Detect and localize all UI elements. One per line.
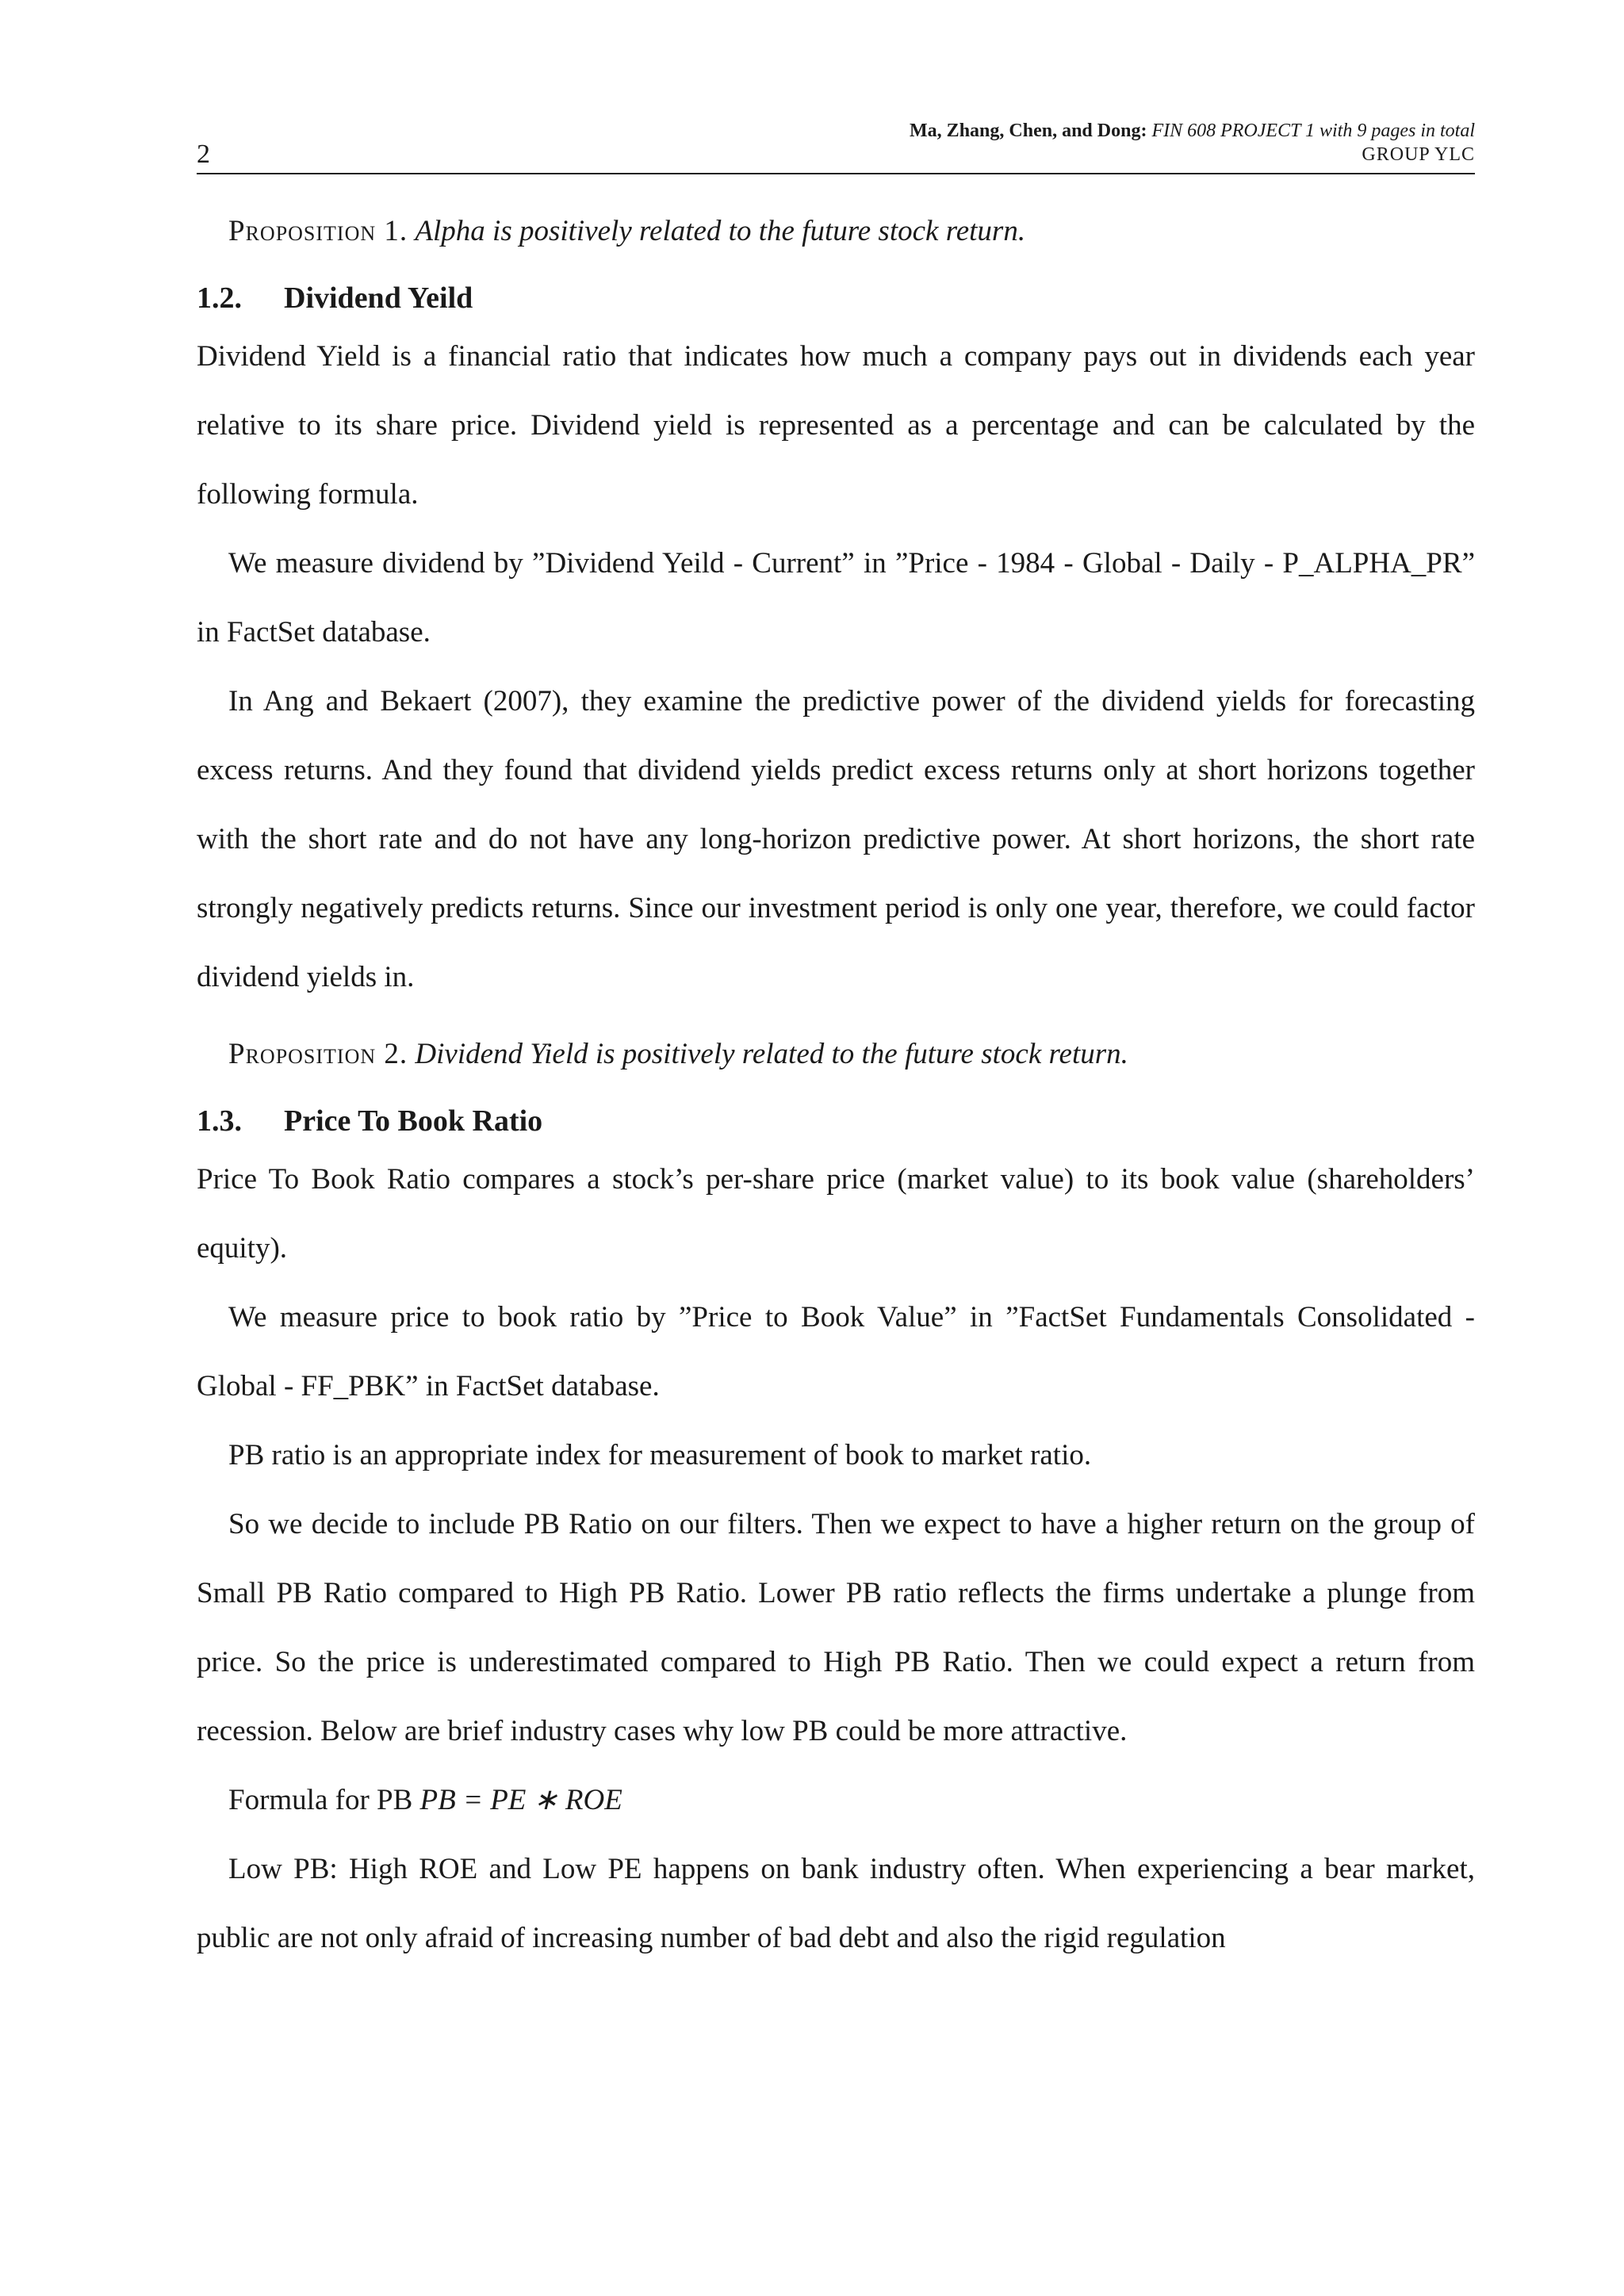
body-text: [197, 208, 1475, 1973]
header-title: FIN 608 PROJECT 1 with 9 pages in total: [1151, 121, 1475, 141]
paragraph-pb-index: PB ratio is an appropriate index for measurement of book to market ratio.: [228, 1439, 1092, 1471]
header-line-1: [910, 119, 1475, 143]
page-number: 2: [197, 140, 210, 169]
proposition-1: [197, 208, 1475, 255]
proposition-2: [197, 1031, 1475, 1078]
paragraph-pb-filters: So we decide to include PB Ratio on our filters. Then we expect to have a higher return on the group of Small PB Ratio compared to High PB Ratio. Lower PB ratio reflects the firms undertake a plunge from price. So the price is underestimated compared to High PB Ratio. Then we could expect a return from recession. Below are brief industry cases why low PB could be more attractive.: [197, 1508, 1475, 1747]
section-title-1-2: Dividend Yeild: [284, 281, 473, 315]
header-authors: Ma, Zhang, Chen, and Dong:: [910, 121, 1147, 141]
header-group: GROUP YLC: [1362, 144, 1475, 165]
running-header: [197, 119, 1475, 174]
paragraph-pb-formula: [197, 1766, 1475, 1835]
proposition-1-label: Proposition 1.: [228, 215, 408, 247]
proposition-1-text: Alpha is positively related to the future stock return.: [415, 215, 1026, 247]
paragraph-low-pb: Low PB: High ROE and Low PE happens on bank industry often. When experiencing a bear market, public are not only afraid of increasing number of bad debt and also the rigid regulation: [197, 1853, 1475, 1954]
header-right-block: [910, 119, 1475, 166]
section-heading-1-2: [197, 274, 1475, 322]
paragraph-pb-definition: Price To Book Ratio compares a stock’s per-share price (market value) to its book value (shareholders’ equity).: [197, 1163, 1475, 1265]
section-number-1-3: 1.3.: [197, 1104, 242, 1138]
proposition-2-label: Proposition 2.: [228, 1038, 408, 1070]
formula-pb: PB = PE ∗ ROE: [419, 1784, 622, 1816]
paragraph-dividend-literature: In Ang and Bekaert (2007), they examine the predictive power of the dividend yields for forecasting excess returns. And they found that dividend yields predict excess returns only at short horizons together with the short rate and do not have any long-horizon predictive power. At short horizons, the short rate strongly negatively predicts returns. Since our investment period is only one year, therefore, we could factor dividend yields in.: [197, 685, 1475, 993]
proposition-2-text: Dividend Yield is positively related to the future stock return.: [415, 1038, 1128, 1070]
formula-label: Formula for PB: [228, 1784, 413, 1816]
section-number-1-2: 1.2.: [197, 281, 242, 315]
paragraph-dividend-definition: Dividend Yield is a financial ratio that indicates how much a company pays out in dividends each year relative to its share price. Dividend yield is represented as a percentage and can be calculated by the following formula.: [197, 340, 1475, 511]
section-heading-1-3: [197, 1097, 1475, 1145]
paragraph-dividend-measure: We measure dividend by ”Dividend Yeild - Current” in ”Price - 1984 - Global - Daily - P_ALPHA_PR” in FactSet database.: [197, 547, 1475, 649]
section-title-1-3: Price To Book Ratio: [284, 1104, 543, 1138]
paragraph-pb-measure: We measure price to book ratio by ”Price to Book Value” in ”FactSet Fundamentals Consolidated - Global - FF_PBK” in FactSet database.: [197, 1301, 1475, 1402]
